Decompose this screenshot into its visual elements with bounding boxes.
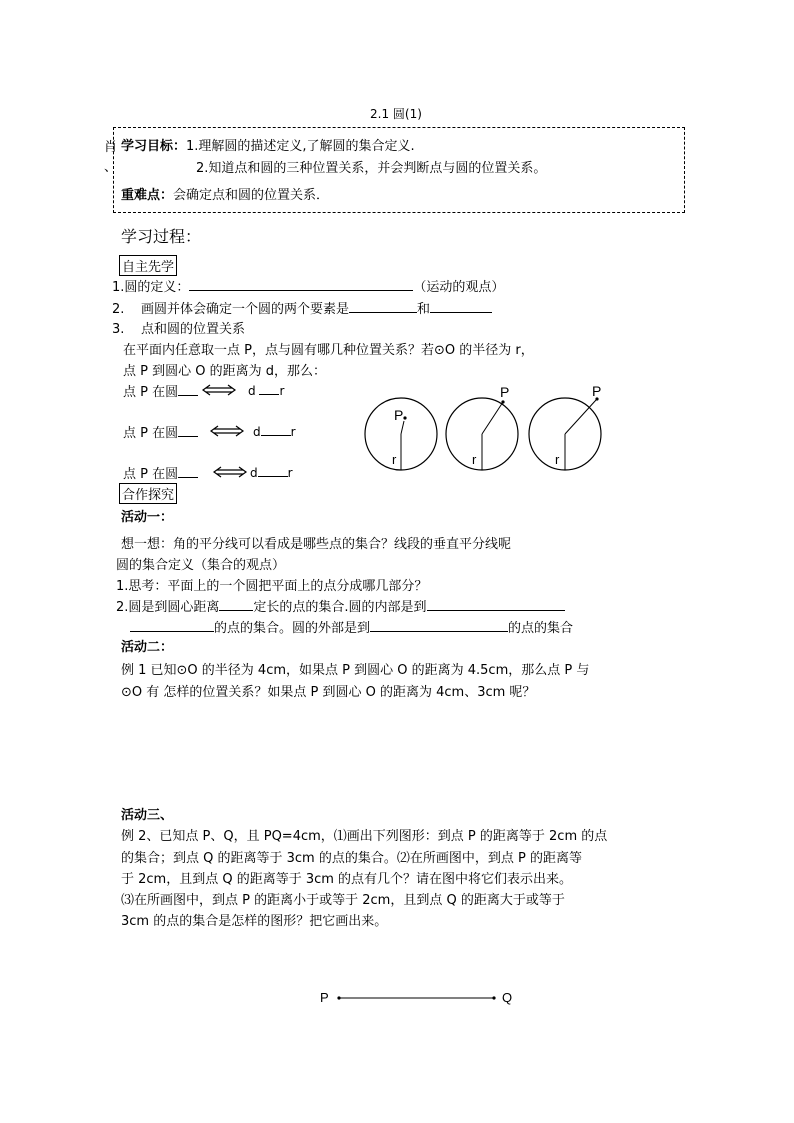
segment-pq bbox=[318, 988, 518, 1008]
coop-q2-line2 bbox=[130, 617, 573, 636]
relation-row-2 bbox=[123, 422, 198, 441]
q2-blank-c bbox=[130, 619, 214, 632]
radius-label: r bbox=[472, 452, 477, 467]
relation-row-3-right bbox=[250, 464, 293, 480]
activity-1-heading: 活动一： bbox=[121, 510, 174, 525]
double-arrow-icon bbox=[201, 383, 237, 397]
q2-part-a: 2.圆是到圆心距离 bbox=[116, 600, 220, 615]
self-study-q3 bbox=[112, 318, 245, 337]
rel3-label: 点 P 在圆 bbox=[123, 467, 179, 482]
rel2-label: 点 P 在圆 bbox=[123, 426, 179, 441]
key-text: 会确定点和圆的位置关系． bbox=[173, 188, 330, 203]
q2-text: 画圆并体会确定一个圆的两个要素是 bbox=[140, 302, 349, 317]
q2-part-c: 的点的集合。圆的外部是到 bbox=[214, 621, 371, 636]
rel1-blank bbox=[178, 383, 198, 396]
q2-part-d: 的点的集合 bbox=[508, 621, 574, 636]
point-p-label: P bbox=[394, 407, 404, 423]
relation-row-1-right bbox=[248, 382, 284, 398]
coop-box: 合作探究 bbox=[119, 483, 177, 504]
q1-label: 1.圆的定义： bbox=[112, 280, 190, 295]
page-title: 2.1 圆(1) bbox=[370, 107, 422, 121]
objective-1: 1.理解圆的描述定义,了解圆的集合定义. bbox=[186, 139, 415, 154]
point-q-label: Q bbox=[502, 990, 513, 1005]
point-p-label: P bbox=[500, 384, 510, 400]
rel2-r: r bbox=[290, 425, 296, 439]
relation-row-1 bbox=[123, 381, 198, 400]
think-question: 想一想：角的平分线可以看成是哪些点的集合？线段的垂直平分线呢 bbox=[121, 537, 512, 552]
q2-blank-b bbox=[427, 598, 565, 611]
example-2-line-3: 于 2cm，且到点 Q 的距离等于 3cm 的点有几个？请在图中将它们表示出来。 bbox=[121, 872, 573, 887]
rel1-label: 点 P 在圆 bbox=[123, 385, 179, 400]
example-1-line-1: 例 1 已知⊙O 的半径为 4cm，如果点 P 到圆心 O 的距离为 4.5cm，那么点 P 与 bbox=[121, 663, 590, 678]
radius-label: r bbox=[392, 452, 397, 467]
coop-q1: 1.思考：平面上的一个圆把平面上的点分成哪几部分？ bbox=[116, 579, 428, 594]
objectives-line-1 bbox=[121, 135, 415, 154]
double-arrow-icon bbox=[212, 465, 248, 479]
q3-desc-1: 在平面内任意取一点 P，点与圆有哪几种位置关系？若⊙O 的半径为 r， bbox=[123, 343, 534, 358]
example-2-line-5: 3cm 的点的集合是怎样的图形？把它画出来。 bbox=[121, 914, 388, 929]
q2-part-b: 定长的点的集合.圆的内部是到 bbox=[253, 600, 427, 615]
q3-desc-2: 点 P 到圆心 O 的距离为 d，那么： bbox=[123, 364, 326, 379]
q3-num: 3. bbox=[112, 322, 125, 337]
key-label: 重难点： bbox=[121, 188, 174, 203]
q1-suffix: （运动的观点） bbox=[413, 280, 505, 295]
rel2-d: d bbox=[253, 425, 261, 439]
objective-2: 2.知道点和圆的三种位置关系，并会判断点与圆的位置关系。 bbox=[196, 161, 547, 176]
side-fragment-2: 、 bbox=[104, 160, 118, 175]
point-circle-figure bbox=[360, 380, 620, 480]
activity-3-heading: 活动三、 bbox=[121, 808, 174, 823]
self-study-box: 自主先学 bbox=[119, 255, 177, 276]
set-definition: 圆的集合定义（集合的观点） bbox=[116, 558, 286, 573]
example-1-line-2: ⊙O 有 怎样的位置关系？如果点 P 到圆心 O 的距离为 4cm、3cm 呢？ bbox=[121, 685, 536, 700]
side-fragment-1: 肖 bbox=[104, 140, 118, 155]
relation-row-2-right bbox=[253, 423, 296, 439]
rel1-r: r bbox=[279, 384, 285, 398]
q2-blank-a bbox=[219, 598, 253, 611]
example-2-line-4: ⑶在所画图中，到点 P 的距离小于或等于 2cm，且到点 Q 的距离大于或等于 bbox=[121, 893, 565, 908]
q1-blank bbox=[189, 278, 413, 291]
objectives-label: 学习目标： bbox=[121, 139, 187, 154]
example-2-line-1: 例 2、已知点 P、Q，且 PQ=4cm，⑴画出下列图形：到点 P 的距离等于 2cm 的点 bbox=[121, 829, 608, 844]
q3-text: 点和圆的位置关系 bbox=[140, 322, 245, 337]
rel1-blank-2 bbox=[259, 382, 279, 395]
rel1-d: d bbox=[248, 384, 256, 398]
q2-num: 2. bbox=[112, 302, 125, 317]
q2-blank-1 bbox=[349, 300, 417, 313]
coop-q2-line1 bbox=[116, 596, 565, 615]
self-study-q1 bbox=[112, 276, 504, 295]
rel3-blank bbox=[178, 465, 198, 478]
rel2-blank-2 bbox=[261, 423, 291, 436]
q2-and: 和 bbox=[416, 302, 430, 317]
double-arrow-icon bbox=[209, 424, 245, 438]
rel2-blank bbox=[178, 424, 198, 437]
key-points bbox=[121, 184, 329, 203]
radius-label: r bbox=[555, 452, 560, 467]
q2-blank-d bbox=[370, 619, 508, 632]
point-p-label: P bbox=[320, 990, 329, 1005]
rel3-d: d bbox=[250, 466, 258, 480]
point-p-label: P bbox=[592, 383, 602, 399]
rel3-blank-2 bbox=[258, 464, 288, 477]
process-heading: 学习过程： bbox=[121, 227, 202, 246]
example-2-line-2: 的集合；到点 Q 的距离等于 3cm 的点的集合。⑵在所画图中，到点 P 的距离等 bbox=[121, 851, 582, 866]
activity-2-heading: 活动二： bbox=[121, 640, 174, 655]
rel3-r: r bbox=[287, 466, 293, 480]
relation-row-3 bbox=[123, 463, 198, 482]
self-study-q2 bbox=[112, 298, 492, 317]
q2-blank-2 bbox=[430, 300, 492, 313]
